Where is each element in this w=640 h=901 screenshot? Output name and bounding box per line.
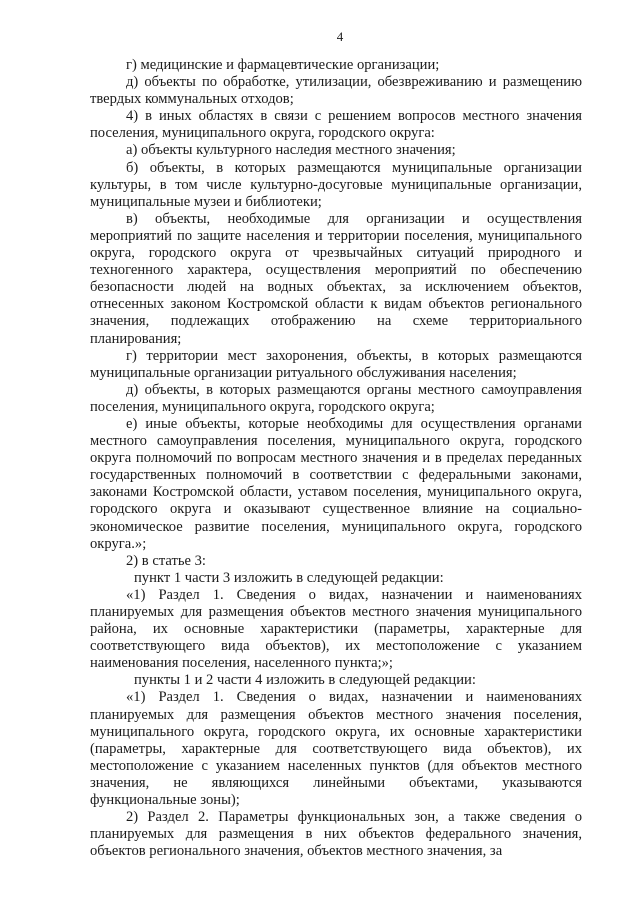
paragraph: г) медицинские и фармацевтические организации; [126,57,440,73]
paragraph: пункты 1 и 2 части 4 изложить в следующей редакции: [134,672,476,689]
paragraph: д) объекты по обработке, утилизации, обезвреживанию и размещению твердых коммунальных отходов; [90,74,582,108]
paragraph: в) объекты, необходимые для организации и осуществления мероприятий по защите населения и территории поселения, муниципального округа, городского округа от чрезвычайных ситуаций природного и техногенного характера, осуществления мероприятий по обеспечению безопасности людей на водных объектах, за исключением объектов, отнесенных законом Костромской области к видам объектов регионального значения, подлежащих отображению на схеме территориального планирования; [90,210,582,347]
paragraph: б) объекты, в которых размещаются муниципальные организации культуры, в том числе культурно-досуговые муниципальные организации, муниципальные музеи и библиотеки; [90,159,582,210]
paragraph: 2) Раздел 2. Параметры функциональных зон, а также сведения о планируемых для размещения в них объектов федерального значения, объектов регионального значения, объектов местного значения, за [90,809,582,860]
paragraph: е) иные объекты, которые необходимы для осуществления органами местного самоуправления поселения, муниципального округа, городского округа полномочий по вопросам местного значения и в пределах переданных государственных полномочий в соответствии с федеральными законами, законами Костромской области, уставом поселения, муниципального округа, городского округа и оказывают существенное влияние на социально-экономическое развитие поселения, муниципального округа, городского округа.»; [90,415,582,552]
paragraph: д) объекты, в которых размещаются органы местного самоуправления поселения, муниципального округа, городского округа; [90,381,582,415]
paragraph: а) объекты культурного наследия местного значения; [126,142,456,159]
paragraph: «1) Раздел 1. Сведения о видах, назначении и наименованиях планируемых для размещения объектов местного значения муниципального района, их основные характеристики (параметры, характерные для соответствующего вида объектов), их местоположение с указанием наименования поселения, населенного пункта;»; [90,586,582,672]
document-page [90,30,582,860]
paragraph: 4) в иных областях в связи с решением вопросов местного значения поселения, муниципального округа, городского округа: [90,108,582,142]
paragraph: 2) в статье 3: [126,552,206,569]
paragraph: пункт 1 части 3 изложить в следующей редакции: [134,569,444,586]
paragraph: «1) Раздел 1. Сведения о видах, назначении и наименованиях планируемых для размещения объектов местного значения поселения, муниципального округа, городского округа, их основные характеристики (параметры, характерные для соответствующего вида объектов), их местоположение с указанием населенных пунктов (для объектов местного значения, не являющихся линейными объектами, указываются функциональные зоны); [90,689,582,809]
paragraph: г) территории мест захоронения, объекты, в которых размещаются муниципальные организации ритуального обслуживания населения; [90,347,582,381]
page-number: 4 [336,29,344,44]
